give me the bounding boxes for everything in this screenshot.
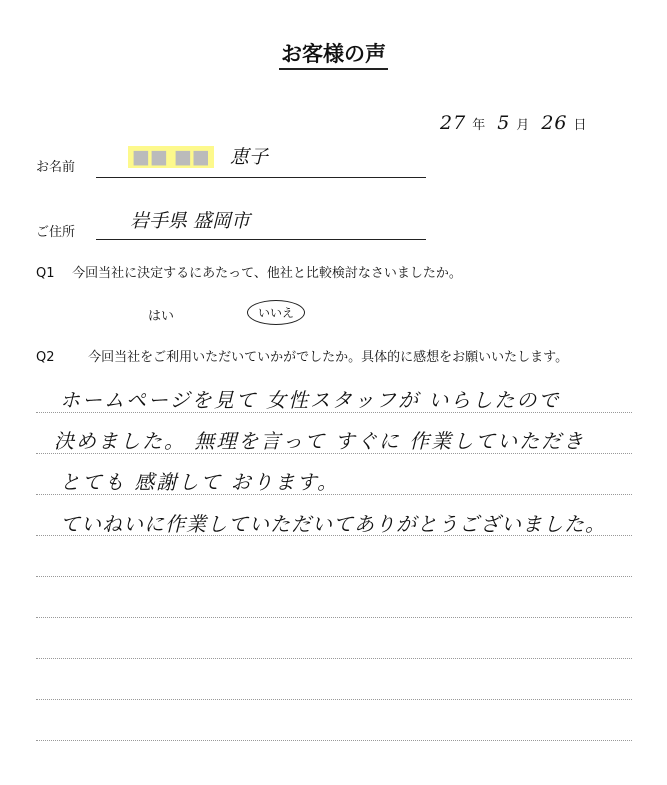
q1-text: 今回当社に決定するにあたって、他社と比較検討なさいましたか。: [72, 266, 462, 281]
q1-number: Q1: [36, 266, 55, 281]
date-year-unit: 年: [472, 118, 486, 133]
q2-text: 今回当社をご利用いただいていかがでしたか。具体的に感想をお願いいたします。: [88, 350, 569, 365]
answer-line-1: ホームページを見て 女性スタッフが いらしたので: [60, 388, 561, 412]
date-day: 26: [541, 112, 568, 134]
q2-question: [36, 346, 568, 365]
q2-number: Q2: [36, 350, 55, 365]
q1-option-yes: はい: [148, 309, 175, 324]
date: [440, 112, 587, 134]
name-given: 恵子: [229, 146, 268, 168]
address-underline: [96, 239, 426, 240]
name-field: [128, 142, 268, 169]
form-title: [0, 38, 667, 68]
answer-line-2: 決めました。 無理を言って すぐに 作業していただき: [54, 429, 586, 453]
name-underline: [96, 177, 426, 178]
ruled-line: [36, 740, 632, 741]
q1-option-no-circled: いいえ: [247, 300, 305, 325]
date-month-unit: 月: [516, 118, 530, 133]
date-year: 27: [440, 112, 467, 134]
name-label: お名前: [36, 160, 76, 175]
answer-line-4: ていねいに作業していただいてありがとうございました。: [60, 512, 606, 536]
q1-question: [36, 262, 462, 281]
ruled-line: [36, 617, 632, 618]
ruled-line: [36, 658, 632, 659]
answer-line-3: とても 感謝して おります。: [60, 470, 340, 494]
date-day-unit: 日: [573, 118, 587, 133]
address-label: ご住所: [36, 225, 76, 240]
name-redaction: ■■ ■■: [128, 146, 214, 168]
form-title-text: お客様の声: [279, 42, 388, 70]
ruled-line: [36, 699, 632, 700]
ruled-line: [36, 576, 632, 577]
date-month: 5: [497, 112, 511, 134]
address-value: 岩手県 盛岡市: [130, 210, 251, 232]
